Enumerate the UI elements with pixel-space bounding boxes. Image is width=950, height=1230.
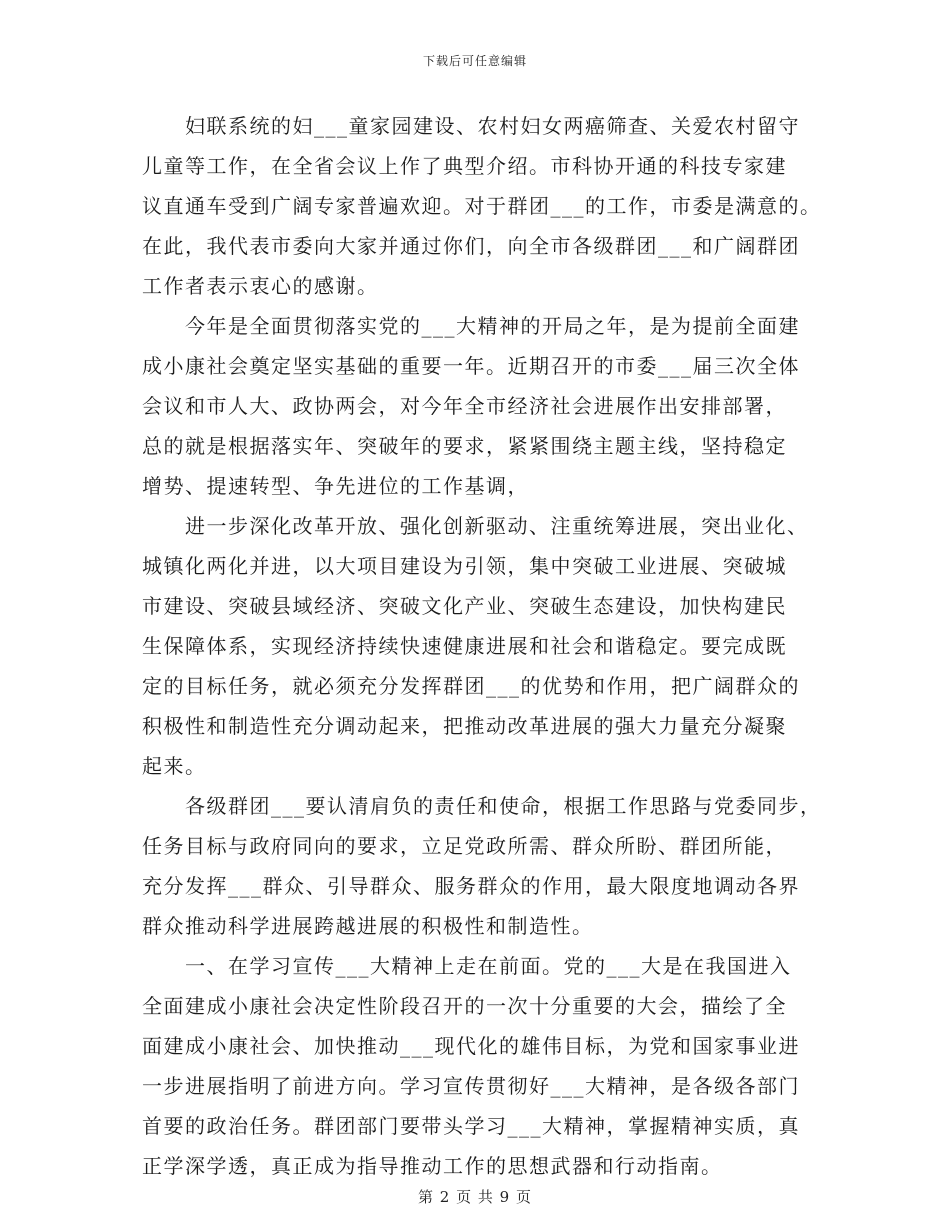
text-line: 在此，我代表市委向大家并通过你们，向全市各级群团___和广阔群团 [142, 234, 800, 258]
text-line: 全面建成小康社会决定性阶段召开的一次十分重要的大会，描绘了全 [142, 994, 787, 1018]
text-line: 增势、提速转型、争先进位的工作基调， [142, 474, 529, 498]
text-line: 群众推动科学进展跨越进展的积极性和制造性。 [142, 914, 594, 938]
text-line: 一步进展指明了前进方向。学习宣传贯彻好___大精神，是各级各部门 [142, 1074, 800, 1098]
text-line: 各级群团___要认清肩负的责任和使命，根据工作思路与党委同步， [142, 794, 822, 818]
text-line: 儿童等工作，在全省会议上作了典型介绍。市科协开通的科技专家建 [142, 154, 787, 178]
text-line: 充分发挥___群众、引导群众、服务群众的作用，最大限度地调动各界 [142, 874, 800, 898]
text-line: 积极性和制造性充分调动起来，把推动改革进展的强大力量充分凝聚 [142, 714, 787, 738]
document-body [142, 106, 822, 1186]
text-line: 今年是全面贯彻落实党的___大精神的开局之年，是为提前全面建 [142, 314, 800, 338]
text-line: 生保障体系，实现经济持续快速健康进展和社会和谐稳定。要完成既 [142, 634, 787, 658]
text-line: 任务目标与政府同向的要求，立足党政所需、群众所盼、群团所能， [142, 834, 787, 858]
text-line: 定的目标任务，就必须充分发挥群团___的优势和作用，把广阔群众的 [142, 674, 800, 698]
text-line: 一、在学习宣传___大精神上走在前面。党的___大是在我国进入 [142, 954, 792, 978]
text-line: 议直通车受到广阔专家普遍欢迎。对于群团___的工作，市委是满意的。 [142, 194, 822, 218]
text-line: 城镇化两化并进，以大项目建设为引领，集中突破工业进展、突破城 [142, 554, 787, 578]
text-line: 面建成小康社会、加快推动___现代化的雄伟目标，为党和国家事业进 [142, 1034, 800, 1058]
text-line: 起来。 [142, 754, 207, 778]
text-line: 成小康社会奠定坚实基础的重要一年。近期召开的市委___届三次全体 [142, 354, 800, 378]
text-line: 工作者表示衷心的感谢。 [142, 274, 379, 298]
text-line: 总的就是根据落实年、突破年的要求，紧紧围绕主题主线，坚持稳定 [142, 434, 787, 458]
text-line: 市建设、突破县域经济、突破文化产业、突破生态建设，加快构建民 [142, 594, 787, 618]
text-line: 首要的政治任务。群团部门要带头学习___大精神，掌握精神实质，真 [142, 1114, 800, 1138]
text-line: 进一步深化改革开放、强化创新驱动、注重统筹进展，突出业化、 [142, 514, 809, 538]
page-number: 第 2 页 共 9 页 [418, 1188, 532, 1206]
text-line: 妇联系统的妇___童家园建设、农村妇女两癌筛查、关爱农村留守 [142, 114, 800, 138]
page-header: 下载后可任意编辑 [422, 54, 527, 68]
text-line: 正学深学透，真正成为指导推动工作的思想武器和行动指南。 [142, 1154, 723, 1178]
text-line: 会议和市人大、政协两会，对今年全市经济社会进展作出安排部署， [142, 394, 787, 418]
